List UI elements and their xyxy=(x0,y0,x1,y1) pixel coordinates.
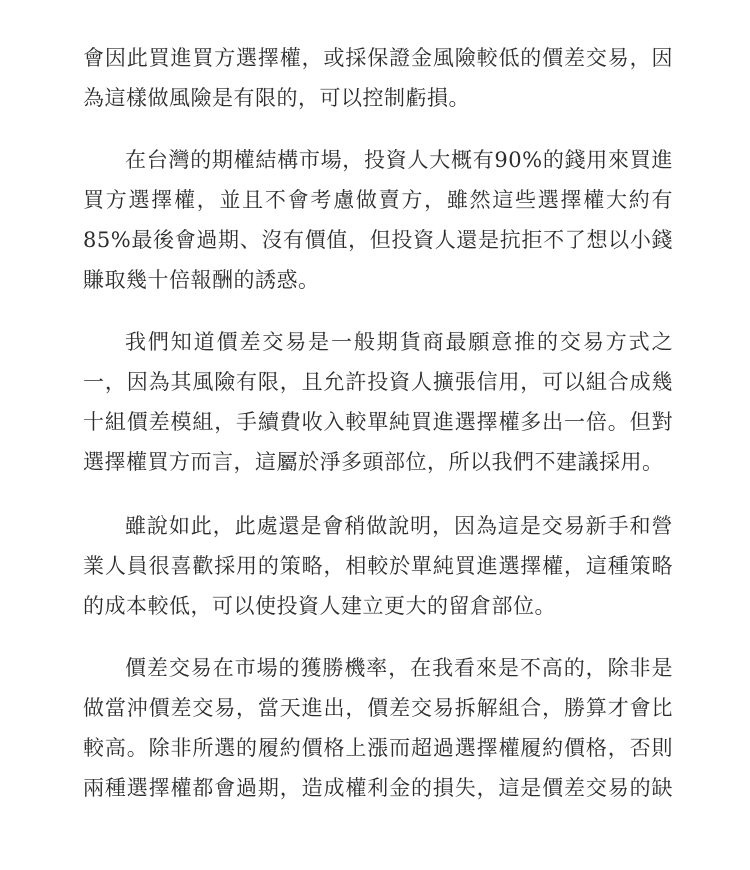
text-line: 十組價差模組，手續費收入較單純買進選擇權多出一倍。但對 xyxy=(83,410,673,434)
text-line: 買方選擇權，並且不會考慮做賣方，雖然這些選擇權大約有 xyxy=(83,188,673,212)
text-line: 我們知道價差交易是一般期貨商最願意推的交易方式之 xyxy=(125,330,673,354)
text-line: 的成本較低，可以使投資人建立更大的留倉部位。 xyxy=(83,594,556,618)
text-line: 做當沖價差交易，當天進出，價差交易拆解組合，勝算才會比 xyxy=(83,696,673,720)
text-line: 兩種選擇權都會過期，造成權利金的損失，這是價差交易的缺 xyxy=(83,776,673,800)
text-line: 較高。除非所選的履約價格上漲而超過選擇權履約價格，否則 xyxy=(83,736,673,760)
text-line: 賺取幾十倍報酬的誘惑。 xyxy=(83,268,320,292)
text-line: 選擇權買方而言，這屬於淨多頭部位，所以我們不建議採用。 xyxy=(83,450,664,474)
text-line: 為這樣做風險是有限的，可以控制虧損。 xyxy=(83,86,470,110)
text-line: 85%最後會過期、沒有價值，但投資人還是抗拒不了想以小錢 xyxy=(83,228,673,252)
text-line: 在台灣的期權結構市場，投資人大概有90%的錢用來買進 xyxy=(125,148,673,172)
text-line: 雖說如此，此處還是會稍做說明，因為這是交易新手和營 xyxy=(125,514,673,538)
text-line: 一，因為其風險有限，且允許投資人擴張信用，可以組合成幾 xyxy=(83,370,673,394)
text-line: 會因此買進買方選擇權，或採保證金風險較低的價差交易，因 xyxy=(83,46,673,70)
text-line: 業人員很喜歡採用的策略，相較於單純買進選擇權，這種策略 xyxy=(83,554,673,578)
text-line: 價差交易在市場的獲勝機率，在我看來是不高的，除非是 xyxy=(125,656,673,680)
